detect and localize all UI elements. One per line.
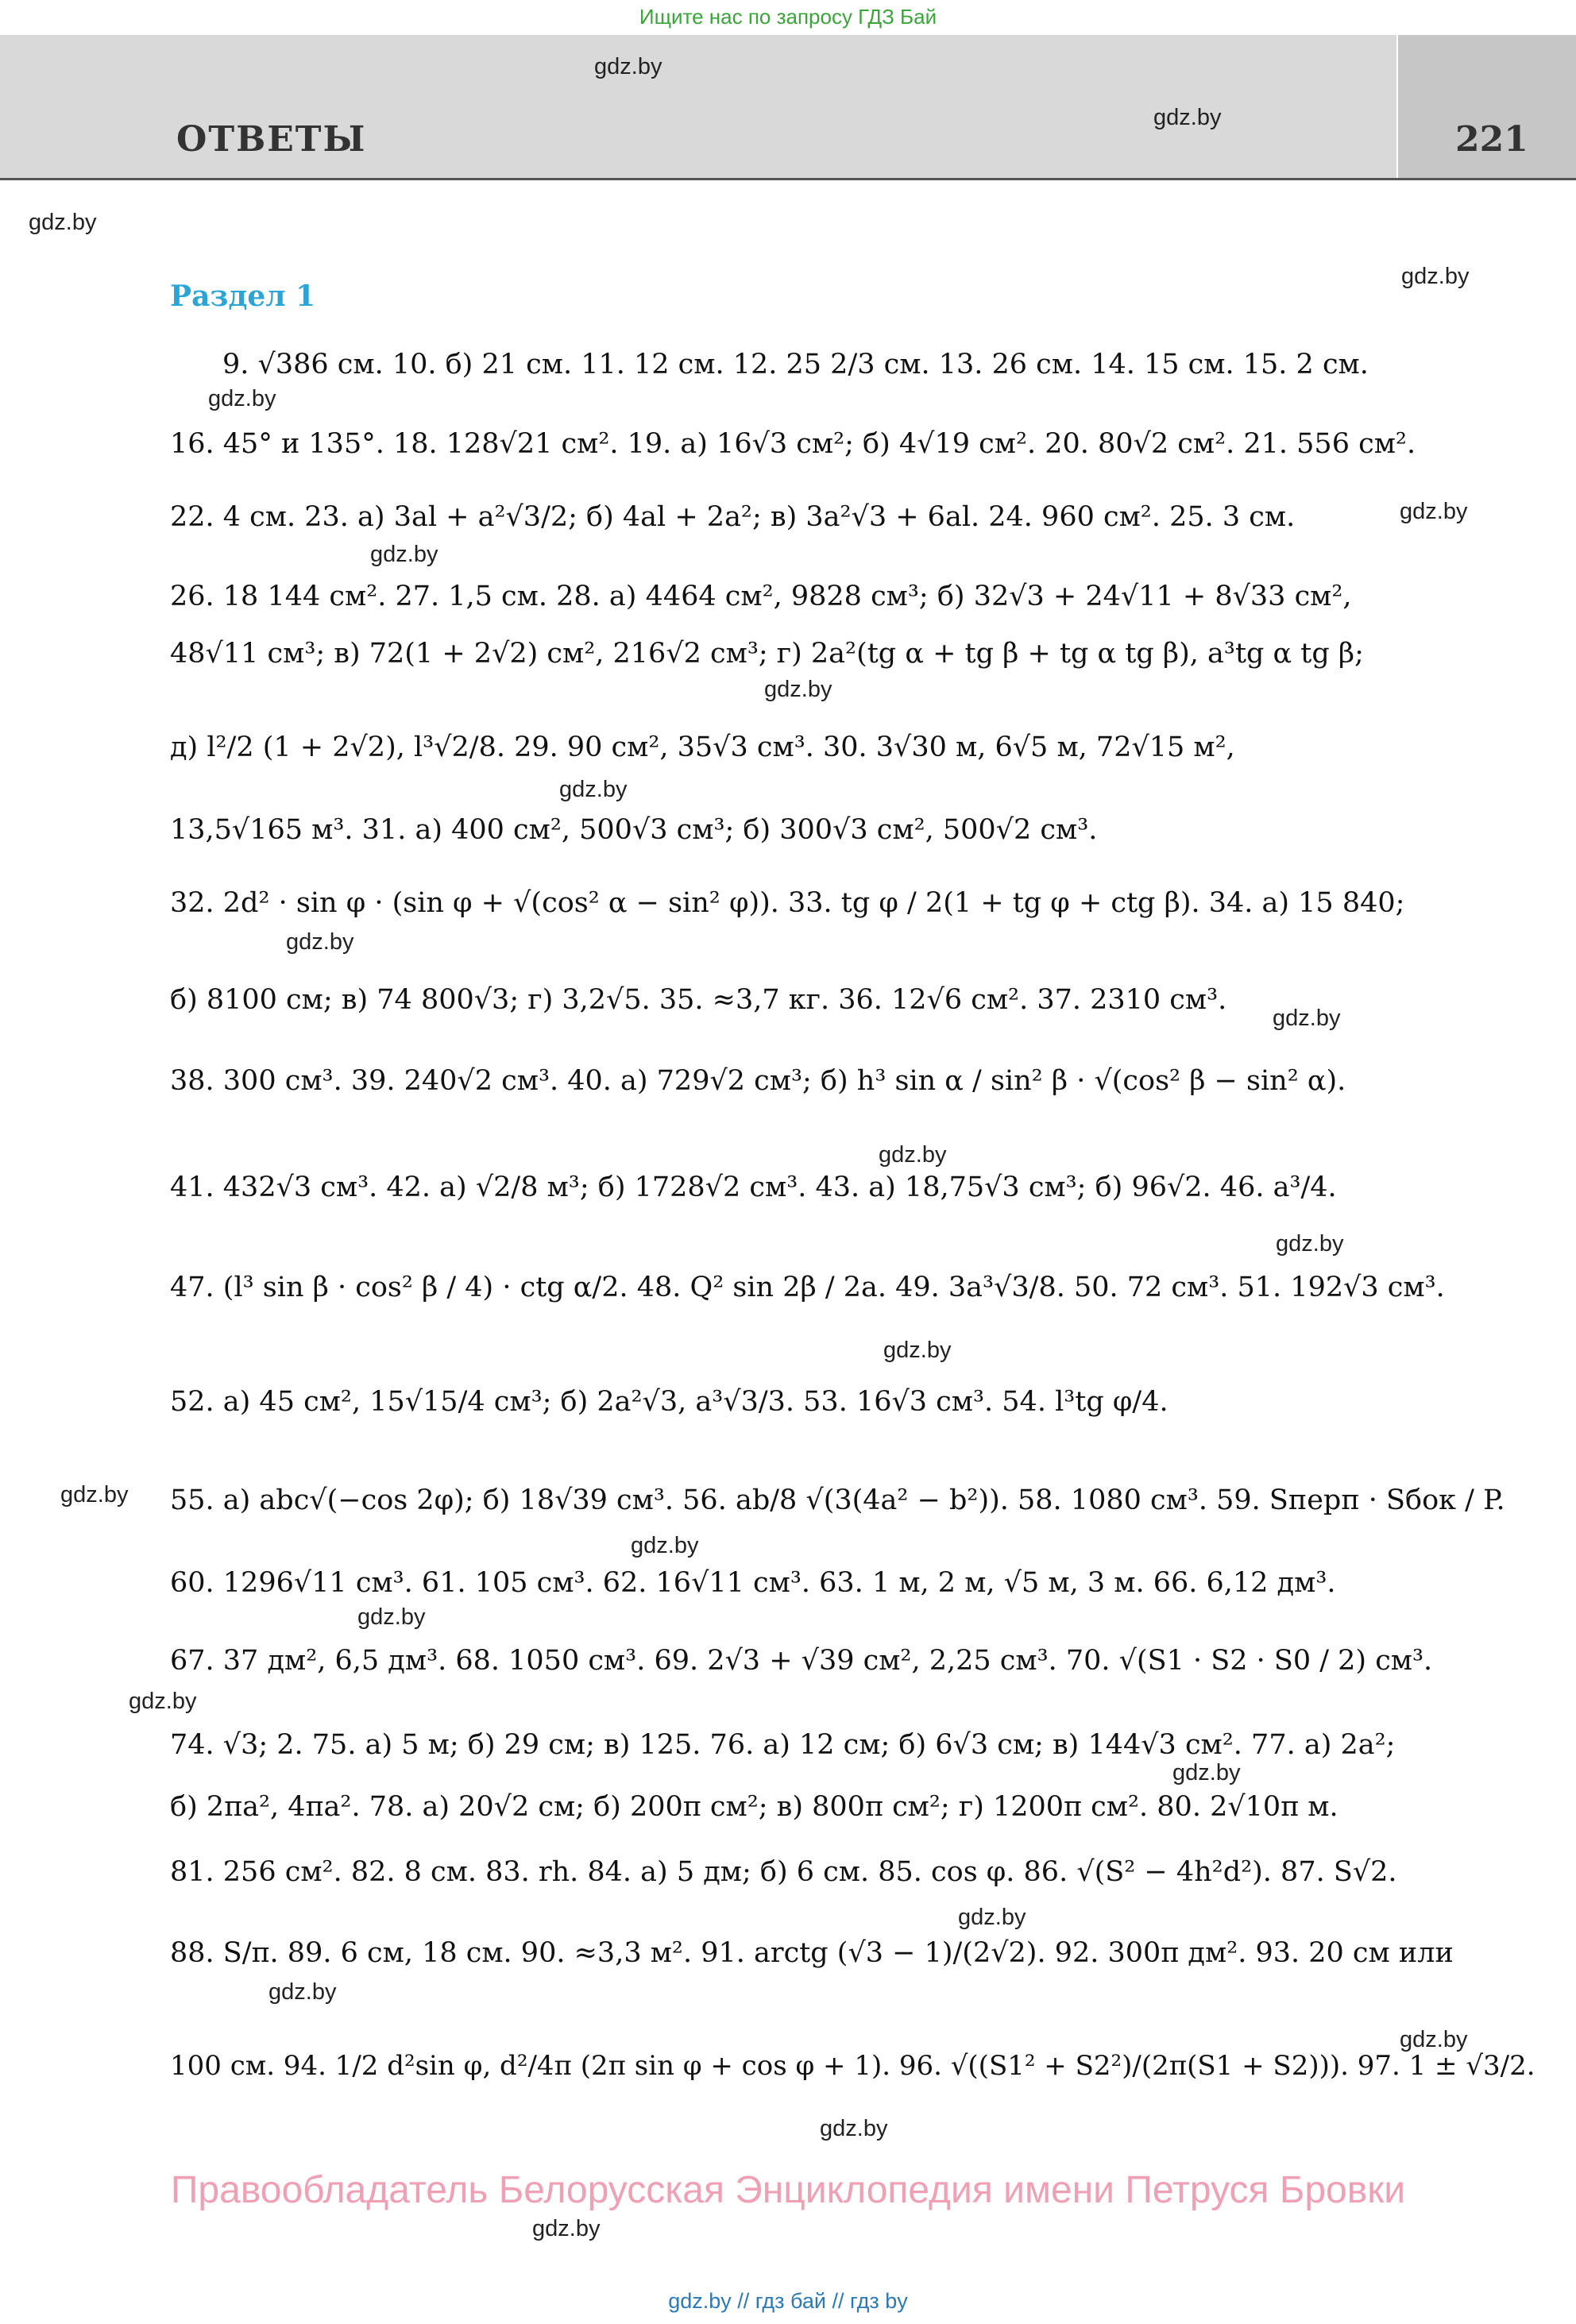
- answer-line: 32. 2d² · sin φ · (sin φ + √(cos² α − sin² φ)). 33. tg φ / 2(1 + tg φ + ctg β). 34. а) 15 840;: [170, 887, 1405, 919]
- watermark: gdz.by: [958, 1905, 1026, 1930]
- section-title: Раздел 1: [170, 280, 316, 313]
- watermark: gdz.by: [1401, 264, 1470, 289]
- watermark: gdz.by: [286, 929, 354, 955]
- answer-line: 38. 300 см³. 39. 240√2 см³. 40. а) 729√2 см³; б) h³ sin α / sin² β · √(cos² β − sin² α).: [170, 1065, 1346, 1097]
- answer-line: б) 2πa², 4πa². 78. а) 20√2 см; б) 200π см²; в) 800π см²; г) 1200π см². 80. 2√10π м.: [170, 1791, 1338, 1823]
- answer-line: 26. 18 144 см². 27. 1,5 см. 28. а) 4464 см², 9828 см³; б) 32√3 + 24√11 + 8√33 см²,: [170, 581, 1352, 612]
- answer-line: 22. 4 см. 23. а) 3al + a²√3/2; б) 4al + 2a²; в) 3a²√3 + 6al. 24. 960 см². 25. 3 см.: [170, 501, 1296, 533]
- answer-line: 47. (l³ sin β · cos² β / 4) · ctg α/2. 48. Q² sin 2β / 2a. 49. 3a³√3/8. 50. 72 см³. 51. 192√3 см³.: [170, 1272, 1445, 1303]
- answer-line: б) 8100 см; в) 74 800√3; г) 3,2√5. 35. ≈3,7 кг. 36. 12√6 см². 37. 2310 см³.: [170, 984, 1227, 1016]
- watermark: gdz.by: [60, 1482, 129, 1508]
- watermark: gdz.by: [1273, 1006, 1341, 1031]
- watermark: gdz.by: [559, 777, 628, 802]
- watermark: gdz.by: [532, 2216, 601, 2241]
- watermark: gdz.by: [631, 1533, 699, 1558]
- answer-line: 9. √386 см. 10. б) 21 см. 11. 12 см. 12. 25 2/3 см. 13. 26 см. 14. 15 см. 15. 2 см.: [222, 349, 1369, 380]
- watermark: gdz.by: [879, 1142, 947, 1168]
- answer-line: 88. S/π. 89. 6 см, 18 см. 90. ≈3,3 м². 91. arctg (√3 − 1)/(2√2). 92. 300π дм². 93. 20 см или: [170, 1937, 1454, 1969]
- watermark: gdz.by: [29, 210, 97, 235]
- footer-links[interactable]: gdz.by // гдз бай // гдз by: [668, 2289, 908, 2313]
- answer-line: 41. 432√3 см³. 42. а) √2/8 м³; б) 1728√2 см³. 43. а) 18,75√3 см³; б) 96√2. 46. a³/4.: [170, 1172, 1337, 1203]
- answer-line: 55. а) abc√(−cos 2φ); б) 18√39 см³. 56. ab/8 √(3(4a² − b²)). 58. 1080 см³. 59. Sперп · Sбок / P.: [170, 1484, 1505, 1516]
- answer-line: 52. а) 45 см², 15√15/4 см³; б) 2a²√3, a³√3/3. 53. 16√3 см³. 54. l³tg φ/4.: [170, 1386, 1168, 1418]
- answer-line: д) l²/2 (1 + 2√2), l³√2/8. 29. 90 см², 35√3 см³. 30. 3√30 м, 6√5 м, 72√15 м²,: [170, 732, 1235, 763]
- watermark: gdz.by: [1276, 1231, 1344, 1257]
- header-divider: [0, 178, 1576, 180]
- watermark: gdz.by: [1172, 1760, 1241, 1785]
- watermark: gdz.by: [1400, 499, 1468, 524]
- top-banner: Ищите нас по запросу ГДЗ Бай: [639, 5, 937, 29]
- watermark: gdz.by: [268, 1979, 337, 2005]
- watermark: gdz.by: [820, 2116, 888, 2141]
- answer-line: 60. 1296√11 см³. 61. 105 см³. 62. 16√11 см³. 63. 1 м, 2 м, √5 м, 3 м. 66. 6,12 дм³.: [170, 1567, 1336, 1599]
- watermark: gdz.by: [357, 1604, 426, 1630]
- answer-line: 100 см. 94. 1/2 d²sin φ, d²/4π (2π sin φ + cos φ + 1). 96. √((S1² + S2²)/(2π(S1 + S2))). 97. 1 ± √3/2.: [170, 2050, 1535, 2082]
- watermark: gdz.by: [883, 1338, 952, 1363]
- answer-line: 81. 256 см². 82. 8 см. 83. rh. 84. а) 5 дм; б) 6 см. 85. cos φ. 86. √(S² − 4h²d²). 87. S√2.: [170, 1856, 1397, 1888]
- answer-line: 48√11 см³; в) 72(1 + 2√2) см², 216√2 см³; г) 2a²(tg α + tg β + tg α tg β), a³tg α tg β;: [170, 638, 1364, 670]
- watermark: gdz.by: [208, 386, 276, 411]
- answer-line: 13,5√165 м³. 31. а) 400 см², 500√3 см³; б) 300√3 см², 500√2 см³.: [170, 814, 1098, 846]
- watermark: gdz.by: [764, 677, 832, 702]
- answer-line: 74. √3; 2. 75. а) 5 м; б) 29 см; в) 125. 76. а) 12 см; б) 6√3 см; в) 144√3 см². 77. а) 2a²;: [170, 1729, 1396, 1761]
- copyright-notice: Правообладатель Белорусская Энциклопедия имени Петруся Бровки: [170, 2169, 1406, 2211]
- watermark: gdz.by: [1153, 105, 1222, 130]
- answer-line: 16. 45° и 135°. 18. 128√21 см². 19. а) 16√3 см²; б) 4√19 см². 20. 80√2 см². 21. 556 см².: [170, 428, 1416, 460]
- watermark: gdz.by: [129, 1689, 197, 1714]
- answer-line: 67. 37 дм², 6,5 дм³. 68. 1050 см³. 69. 2√3 + √39 см², 2,25 см³. 70. √(S1 · S2 · S0 / 2) см³.: [170, 1645, 1433, 1677]
- page-title: ОТВЕТЫ: [176, 119, 367, 160]
- watermark: gdz.by: [594, 54, 662, 79]
- watermark: gdz.by: [1400, 2027, 1468, 2052]
- watermark: gdz.by: [370, 542, 438, 567]
- page-number: 221: [1455, 119, 1528, 160]
